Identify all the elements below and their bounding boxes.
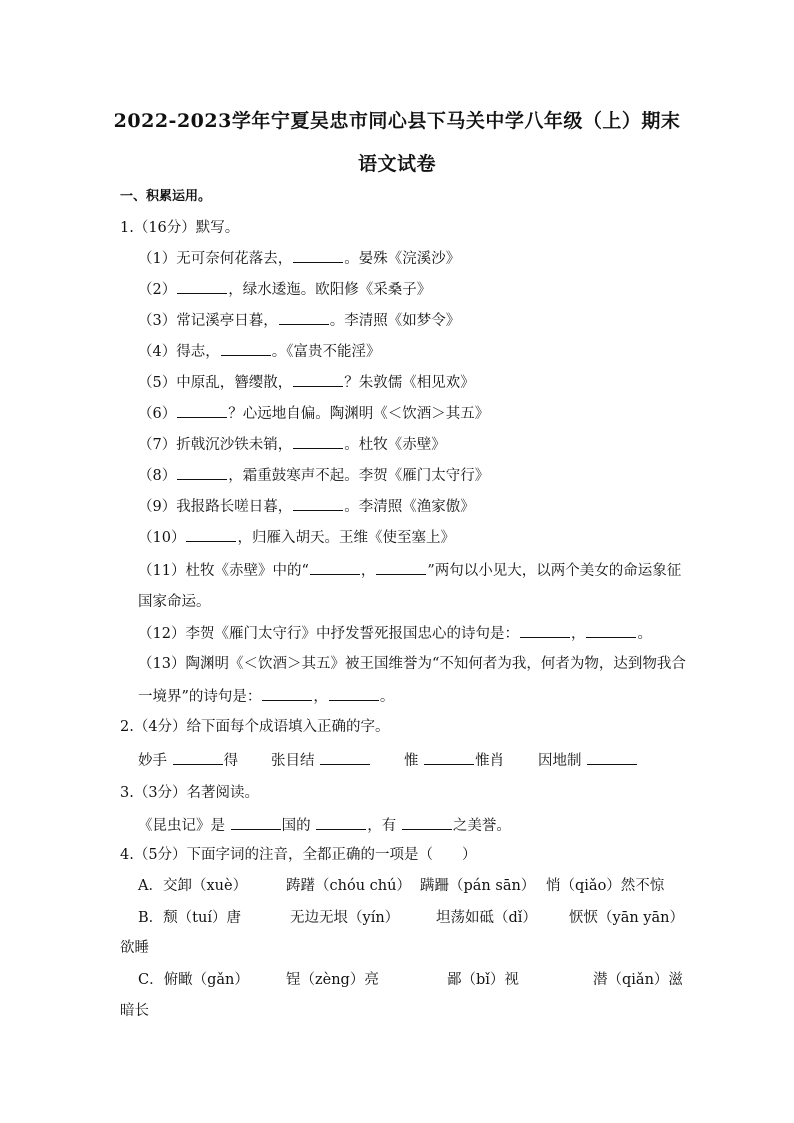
item-text: （8） <box>138 468 177 484</box>
item-text: 国的 <box>281 818 311 834</box>
answer-blank[interactable] <box>520 623 570 638</box>
answer-blank[interactable] <box>316 815 366 830</box>
exam-title-line2: 语文试卷 <box>357 153 436 175</box>
q4-option-c-wrap: 暗长 <box>120 1003 149 1019</box>
exam-title-line1: 2022-2023学年宁夏吴忠市同心县下马关中学八年级（上）期末 <box>113 110 681 132</box>
q1-item-6 <box>138 403 489 424</box>
item-text: （3）常记溪亭日暮， <box>138 313 278 329</box>
item-text: ， <box>313 689 328 705</box>
idiom-4 <box>538 750 638 771</box>
item-text: （9）我报路长嗟日暮， <box>138 499 293 515</box>
item-text: 。杜牧《赤壁》 <box>344 437 446 453</box>
q1-item-13: （13）陶渊明《＜饮酒＞其五》被王国维誉为“不知何者为我，何者为物，达到物我合 <box>138 656 686 672</box>
answer-blank[interactable] <box>231 815 281 830</box>
q4-stem: 4.（5分）下面字词的注音，全都正确的一项是（ ） <box>120 847 477 863</box>
idiom-text: 惟 <box>404 753 419 769</box>
idiom-text: 张目结 <box>271 753 315 769</box>
answer-blank[interactable] <box>293 496 343 511</box>
answer-blank[interactable] <box>177 279 227 294</box>
item-text: 。 <box>637 626 652 642</box>
item-text: （10） <box>138 530 186 546</box>
q1-item-13-wrap <box>138 686 394 707</box>
idiom-2 <box>271 750 371 771</box>
item-text: （7）折戟沉沙铁未销， <box>138 437 293 453</box>
answer-blank[interactable] <box>279 310 329 325</box>
option-term: 踌躇（chóu chú） <box>286 878 411 894</box>
answer-blank[interactable] <box>293 248 343 263</box>
answer-blank[interactable] <box>177 403 227 418</box>
option-term: 鄙（bǐ）视 <box>447 972 519 988</box>
idiom-text: 妙手 <box>138 753 167 769</box>
item-text: ，绿水逶迤。欧阳修《采桑子》 <box>228 282 432 298</box>
q3-stem: 3.（3分）名著阅读。 <box>120 785 260 801</box>
answer-blank[interactable] <box>587 750 637 765</box>
item-text: 一境界”的诗句是： <box>138 689 262 705</box>
idiom-1 <box>138 750 238 771</box>
answer-blank[interactable] <box>402 815 452 830</box>
item-text: ， <box>360 563 376 579</box>
q1-item-11 <box>138 560 681 581</box>
option-term: 潜（qiǎn）滋 <box>593 972 683 988</box>
q4-option-b-wrap: 欲睡 <box>120 940 149 956</box>
answer-blank[interactable] <box>310 560 360 575</box>
item-text: 。《富贵不能淫》 <box>271 344 381 360</box>
item-text: ， <box>570 626 586 642</box>
section-heading: 一、积累运用。 <box>120 189 212 204</box>
item-text: （5）中原乱，簪缨散， <box>138 375 293 391</box>
idiom-text: 得 <box>223 753 239 769</box>
item-text: ”两句以小见大，以两个美女的命运象征 <box>427 563 682 579</box>
q1-item-3 <box>138 310 460 331</box>
item-text: （1）无可奈何花落去， <box>138 251 293 267</box>
q1-item-10 <box>138 527 455 548</box>
option-term: 锃（zèng）亮 <box>286 972 379 988</box>
item-text: 。晏殊《浣溪沙》 <box>344 251 461 267</box>
item-text: （4）得志， <box>138 344 220 360</box>
answer-blank[interactable] <box>186 527 236 542</box>
option-term: 悄（qiǎo）然不惊 <box>546 878 665 894</box>
item-text: （12）李贺《雁门太守行》中抒发誓死报国忠心的诗句是： <box>138 626 519 642</box>
answer-blank[interactable] <box>262 686 312 701</box>
item-text: ，有 <box>367 818 397 834</box>
q2-stem: 2.（4分）给下面每个成语填入正确的字。 <box>120 719 390 735</box>
answer-blank[interactable] <box>293 372 343 387</box>
idiom-3 <box>404 750 504 771</box>
q1-stem: 1.（16分）默写。 <box>120 220 240 236</box>
answer-blank[interactable] <box>177 465 227 480</box>
item-text: ？朱敦儒《相见欢》 <box>344 375 475 391</box>
q1-item-11-wrap: 国家命运。 <box>138 594 211 610</box>
answer-blank[interactable] <box>221 341 271 356</box>
q1-item-5 <box>138 372 475 393</box>
item-text: ，归雁入胡天。王维《使至塞上》 <box>237 530 455 546</box>
idiom-text: 因地制 <box>538 753 582 769</box>
item-text: ？心远地自偏。陶渊明《＜饮酒＞其五》 <box>228 406 490 422</box>
option-term: 恹恹（yān yān） <box>569 910 684 926</box>
q3-body <box>138 815 511 836</box>
answer-blank[interactable] <box>376 560 426 575</box>
item-text: 。 <box>379 689 395 705</box>
option-term: 无边无垠（yín） <box>290 910 400 926</box>
option-term: A．交卸（xuè） <box>138 878 248 894</box>
item-text: （2） <box>138 282 177 298</box>
answer-blank[interactable] <box>293 434 343 449</box>
q1-item-1 <box>138 248 460 269</box>
item-text: 《昆虫记》是 <box>138 818 225 834</box>
answer-blank[interactable] <box>329 686 379 701</box>
item-text: （11）杜牧《赤壁》中的“ <box>138 563 309 579</box>
item-text: 之美誉。 <box>452 818 511 834</box>
q1-item-12 <box>138 623 652 644</box>
item-text: ，霜重鼓寒声不起。李贺《雁门太守行》 <box>228 468 490 484</box>
answer-blank[interactable] <box>320 750 370 765</box>
q1-item-8 <box>138 465 489 486</box>
q1-item-7 <box>138 434 446 455</box>
answer-blank[interactable] <box>424 750 474 765</box>
q1-item-2 <box>138 279 431 300</box>
idiom-text: 惟肖 <box>475 753 505 769</box>
q1-item-4 <box>138 341 380 362</box>
option-term: C．俯瞰（gǎn） <box>138 972 249 988</box>
option-term: 坦荡如砥（dǐ） <box>436 910 537 926</box>
item-text: 。李清照《如梦令》 <box>329 313 461 329</box>
option-term: B．颓（tuí）唐 <box>138 910 241 926</box>
answer-blank[interactable] <box>173 750 223 765</box>
item-text: 。李清照《渔家傲》 <box>344 499 475 515</box>
answer-blank[interactable] <box>586 623 636 638</box>
item-text: （6） <box>138 406 177 422</box>
q1-item-9 <box>138 496 475 517</box>
option-term: 蹒跚（pán sān） <box>420 878 536 894</box>
